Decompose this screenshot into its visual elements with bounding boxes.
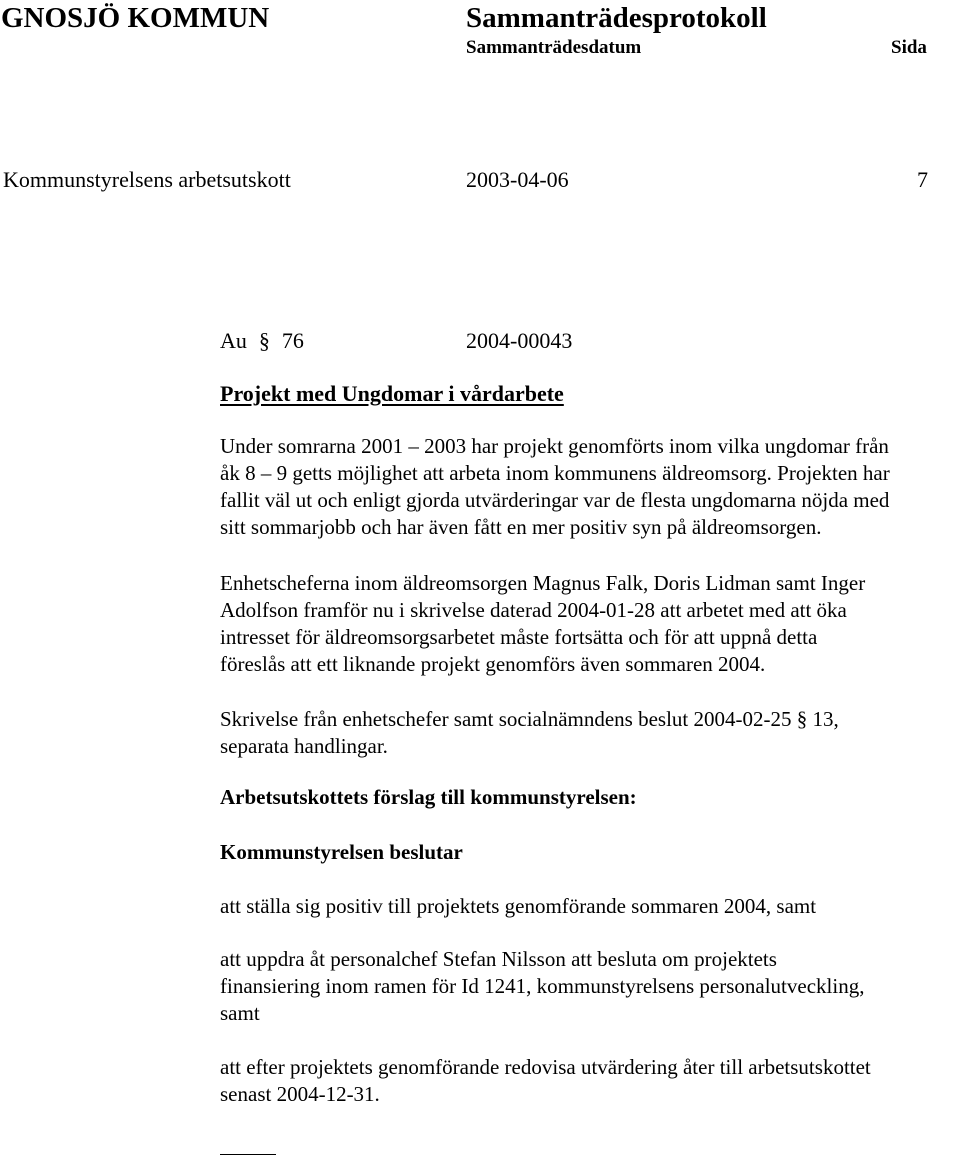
text-line: att uppdra åt personalchef Stefan Nilsson att besluta om projektets bbox=[220, 947, 777, 971]
meeting-body: Kommunstyrelsens arbetsutskott bbox=[3, 167, 291, 192]
item-title: Projekt med Ungdomar i vårdarbete bbox=[220, 381, 564, 406]
section-number: 76 bbox=[281, 328, 304, 353]
text-line: att efter projektets genomförande redovisa utvärdering åter till arbetsutskottet bbox=[220, 1055, 871, 1079]
section-reference bbox=[220, 328, 304, 354]
decision-clause bbox=[220, 1054, 960, 1108]
text-line: Adolfson framför nu i skrivelse daterad 2004-01-28 att arbetet med att öka bbox=[220, 598, 847, 622]
text-line: att ställa sig positiv till projektets genomförande sommaren 2004, samt bbox=[220, 894, 817, 918]
documents-paragraph bbox=[220, 706, 960, 760]
text-line: sitt sommarjobb och har även fått en mer positiv syn på äldreomsorgen. bbox=[220, 515, 822, 539]
separator-line bbox=[220, 1154, 276, 1155]
text-line: separata handlingar. bbox=[220, 734, 388, 758]
section-prefix: Au bbox=[220, 328, 247, 353]
decision-clause bbox=[220, 946, 960, 1027]
text-line: Skrivelse från enhetschefer samt socialnämndens beslut 2004-02-25 § 13, bbox=[220, 707, 839, 731]
proposal-heading: Arbetsutskottets förslag till kommunstyrelsen: bbox=[220, 785, 637, 809]
meeting-date: 2003-04-06 bbox=[466, 167, 569, 192]
text-line: föreslås att ett liknande projekt genomförs även sommaren 2004. bbox=[220, 652, 766, 676]
text-line: Under somrarna 2001 – 2003 har projekt genomförts inom vilka ungdomar från bbox=[220, 434, 889, 458]
text-line: åk 8 – 9 getts möjlighet att arbeta inom kommunens äldreomsorg. Projekten har bbox=[220, 461, 890, 485]
diary-number: 2004-00043 bbox=[466, 328, 573, 353]
background-paragraph bbox=[220, 433, 960, 541]
decision-heading: Kommunstyrelsen beslutar bbox=[220, 840, 463, 864]
page-label: Sida bbox=[891, 37, 927, 58]
organization-name: GNOSJÖ KOMMUN bbox=[1, 2, 270, 34]
section-symbol: § bbox=[258, 328, 270, 353]
request-paragraph bbox=[220, 570, 960, 678]
text-line: finansiering inom ramen för Id 1241, kommunstyrelsens personalutveckling, bbox=[220, 974, 865, 998]
text-line: senast 2004-12-31. bbox=[220, 1082, 380, 1106]
text-line: samt bbox=[220, 1001, 260, 1025]
text-line: Enhetscheferna inom äldreomsorgen Magnus Falk, Doris Lidman samt Inger bbox=[220, 571, 866, 595]
document-type: Sammanträdesprotokoll bbox=[466, 2, 767, 34]
page-number: 7 bbox=[917, 167, 928, 192]
text-line: fallit väl ut och enligt gjorda utvärderingar var de flesta ungdomarna nöjda med bbox=[220, 488, 890, 512]
text-line: intresset för äldreomsorgsarbetet måste fortsätta och för att uppnå detta bbox=[220, 625, 818, 649]
decision-clause bbox=[220, 893, 960, 920]
date-label: Sammanträdesdatum bbox=[466, 37, 642, 58]
